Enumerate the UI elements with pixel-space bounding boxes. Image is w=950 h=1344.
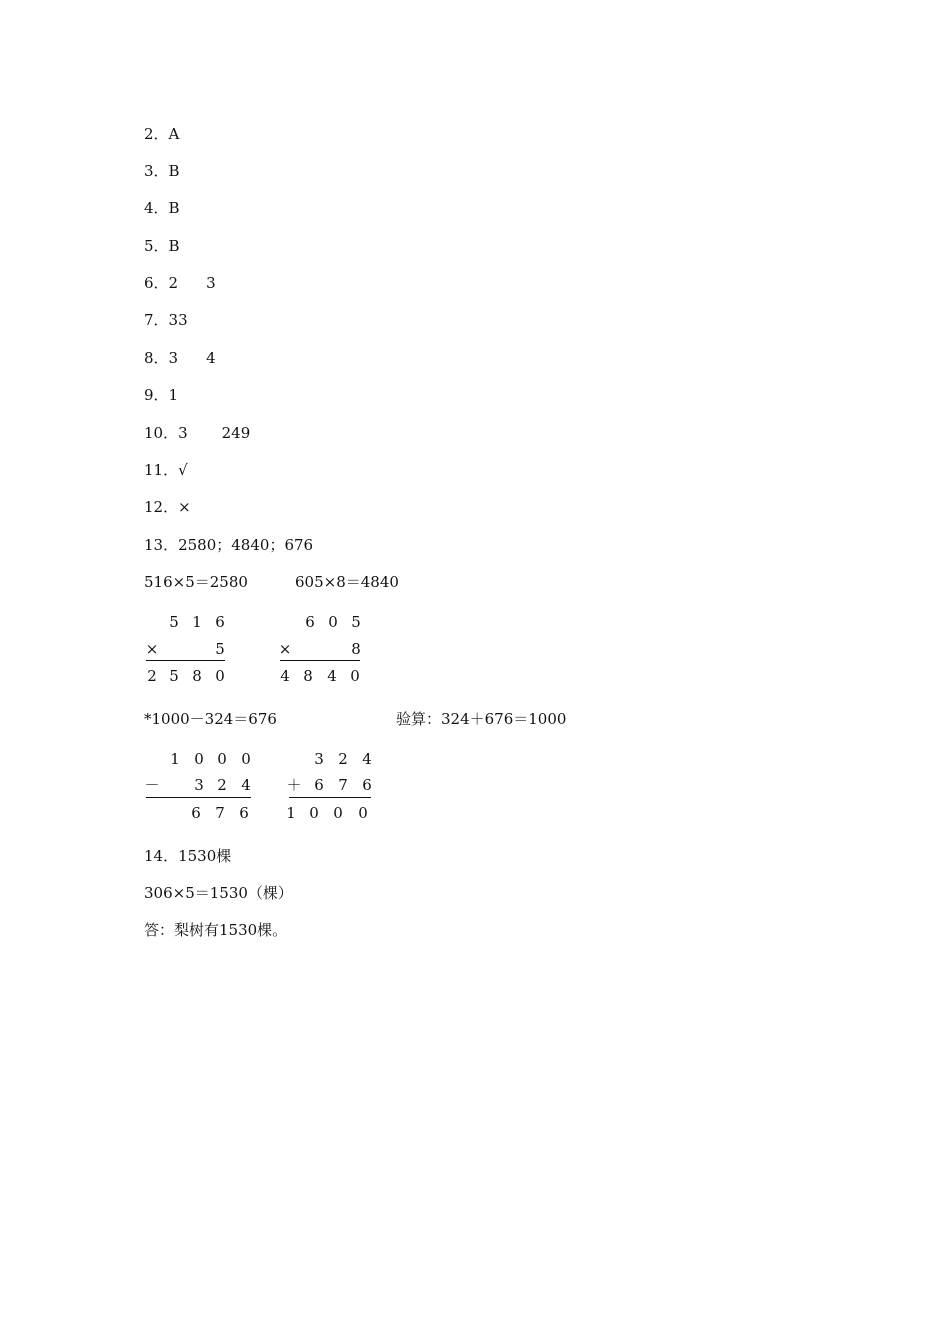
answer-4: 4．B — [144, 199, 180, 217]
vertical-calc-324+676: 3 2 4 ＋ 6 7 6 1 0 0 0 — [281, 749, 376, 821]
minus-sign: － — [144, 776, 160, 794]
vertical-calc-1000-324: 1 0 0 0 － 3 2 4 6 7 6 — [140, 749, 255, 821]
calc-rule — [146, 660, 225, 661]
answer-3: 3．B — [144, 162, 180, 180]
answer-2: 2．A — [144, 125, 180, 143]
answer-9: 9．1 — [144, 386, 179, 404]
equation-516x5: 516×5＝2580 — [144, 573, 248, 591]
vertical-calc-516x5: 5 1 6 × 5 2 5 8 0 — [140, 612, 230, 682]
answer-5: 5．B — [144, 237, 180, 255]
answer-13: 13．2580；4840；676 — [144, 536, 314, 554]
answer-7: 7．33 — [144, 311, 188, 329]
answer-10: 10．3 249 — [144, 424, 251, 442]
multiply-sign: × — [278, 640, 292, 658]
equation-1000-324: *1000－324＝676 — [144, 710, 277, 728]
final-answer: 答：梨树有1530棵。 — [144, 921, 288, 939]
calc-rule — [289, 797, 371, 798]
answer-8: 8．3 4 — [144, 349, 216, 367]
equation-306x5: 306×5＝1530（棵） — [144, 884, 293, 902]
answer-11: 11．√ — [144, 461, 188, 479]
plus-sign: ＋ — [286, 776, 302, 794]
verification: 验算：324＋676＝1000 — [396, 710, 567, 728]
calc-rule — [280, 660, 360, 661]
answer-12: 12．× — [144, 498, 191, 516]
vertical-calc-605x8: 6 0 5 × 8 4 8 4 0 — [273, 612, 368, 682]
answer-14: 14．1530棵 — [144, 847, 232, 865]
equation-605x8: 605×8＝4840 — [295, 573, 399, 591]
answer-6: 6．2 3 — [144, 274, 216, 292]
calc-rule — [146, 797, 251, 798]
multiply-sign: × — [145, 640, 159, 658]
